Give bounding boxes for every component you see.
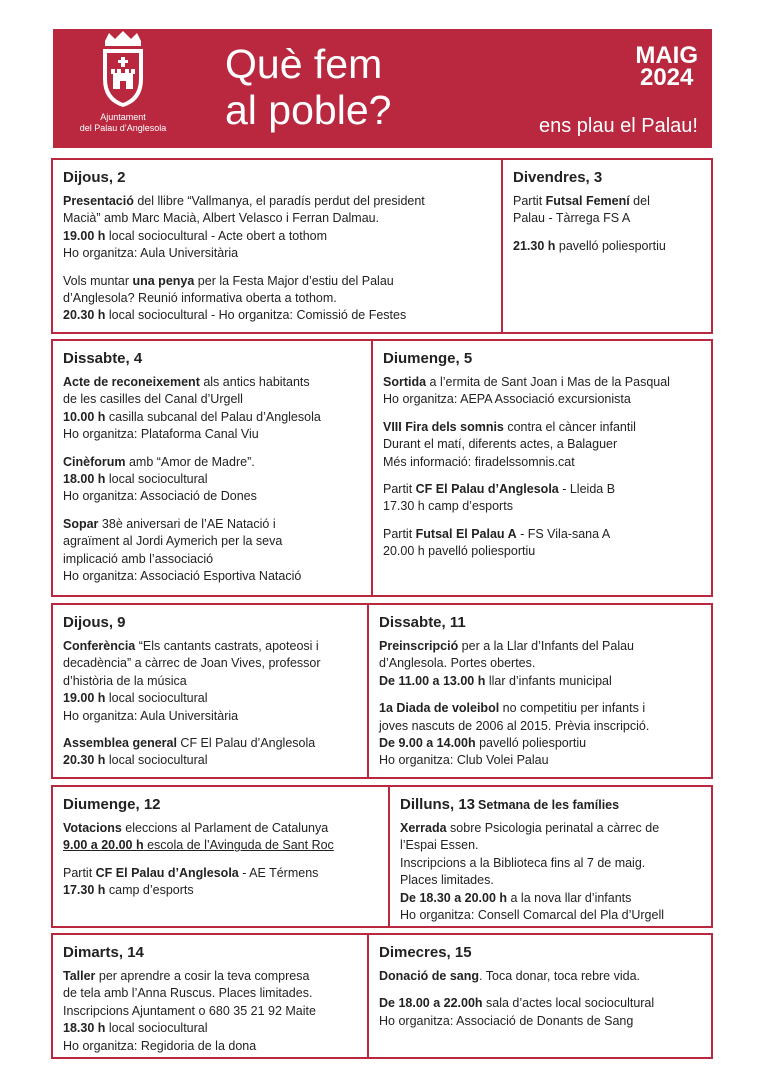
event-text: 19.00 h (63, 228, 106, 243)
event-sopar (63, 516, 361, 586)
event-line: 17.30 h camp d’esports (383, 499, 513, 514)
event-line (513, 238, 701, 255)
event-text: als antics habitants (199, 375, 310, 389)
event-text: . Toca donar, toca rebre vida. (479, 969, 641, 983)
day-box-dissabte-4 (51, 339, 373, 597)
event-line: joves nascuts de 2006 al 2015. Prèvia inscripció. (379, 718, 650, 733)
event-text: VIII Fira dels somnis (383, 419, 504, 434)
event-line: Ho organitza: Consell Comarcal del Pla d’Urgell (400, 908, 665, 923)
event-text: Cinèforum (63, 454, 126, 469)
event-text: 20.30 h (63, 308, 106, 323)
event-text: CF El Palau d’Anglesola (95, 865, 239, 880)
event-line (63, 471, 361, 488)
event-line (379, 638, 701, 655)
month-year (635, 42, 698, 91)
day-title: Diumenge, 12 (63, 796, 161, 813)
event-sortida (383, 374, 701, 409)
event-text: camp d’esports (105, 883, 194, 898)
event-line: Places limitades. (400, 873, 494, 888)
event-line: d’Anglesola? Reunió informativa oberta a tothom. (63, 291, 337, 306)
day-box-diumenge-12 (51, 785, 390, 928)
event-xerrada (400, 820, 701, 924)
event-line (379, 735, 701, 752)
event-text: una penya (132, 273, 195, 288)
day-title: Dimecres, 15 (379, 944, 472, 961)
event-text: 1a Diada de voleibol (379, 701, 500, 716)
event-text: per aprendre a cosir la teva compresa (95, 969, 310, 983)
event-preinscripcio (379, 638, 701, 690)
event-line (63, 307, 491, 324)
event-text: Futsal Femení (545, 194, 630, 208)
event-line (63, 516, 361, 533)
event-line (63, 1020, 357, 1037)
event-line (63, 882, 378, 899)
event-cineforum (63, 454, 361, 506)
event-text: amb “Amor de Madre”. (125, 454, 255, 469)
event-text: del (629, 194, 650, 208)
event-text: contra el càncer infantil (503, 419, 636, 434)
day-box-dimecres-15 (367, 933, 713, 1059)
event-text: De 18.00 a 22.00h (379, 996, 483, 1011)
event-line: Ho organitza: Associació de Dones (63, 489, 257, 504)
event-text: Sortida (383, 375, 427, 389)
event-text: 38è aniversari de l’AE Natació i (98, 516, 276, 531)
event-text: local sociocultural (105, 753, 208, 768)
event-conferencia (63, 638, 357, 725)
event-line: Ho organitza: Plataforma Canal Viu (63, 427, 259, 442)
event-text: eleccions al Parlament de Catalunya (121, 821, 329, 835)
event-text: “Els cantants castrats, apoteosi i (135, 639, 319, 653)
event-line (379, 700, 701, 717)
event-text: 21.30 h (513, 238, 556, 253)
event-text: local sociocultural (105, 472, 208, 487)
event-taller (63, 968, 357, 1055)
event-futsal-femeni (513, 193, 701, 228)
event-line: de tela amb l’Anna Ruscus. Places limitades. (63, 986, 313, 1001)
event-line: Inscripcions a la Biblioteca fins al 7 de maig. (400, 855, 646, 870)
event-line (63, 193, 491, 210)
event-line: l’Espai Essen. (400, 838, 479, 853)
event-text: per a la Llar d’Infants del Palau (458, 639, 635, 653)
day-title: Dilluns, 13 Setmana de les famílies (400, 796, 620, 813)
event-line: d’Anglesola. Portes obertes. (379, 656, 536, 671)
event-line: Ho organitza: Regidoria de la dona (63, 1038, 257, 1053)
title-line-2: al poble? (225, 87, 392, 133)
event-donacio-sang (379, 968, 701, 985)
event-line: decadència” a càrrec de Joan Vives, professor (63, 656, 321, 671)
event-text: 18.30 h (63, 1021, 106, 1036)
event-text: Donació de sang (379, 969, 480, 983)
event-line: 20.00 h pavelló poliesportiu (383, 544, 536, 559)
event-text: per la Festa Major d’estiu del Palau (194, 273, 394, 288)
row-2 (51, 339, 713, 597)
event-text: Presentació (63, 194, 134, 208)
event-line (63, 820, 378, 837)
event-line: Ho organitza: AEPA Associació excursionista (383, 392, 631, 407)
event-line: Palau - Tàrrega FS A (513, 211, 631, 226)
event-text: escola de l’Avinguda de Sant Roc (143, 838, 334, 853)
event-text: 19.00 h (63, 691, 106, 706)
event-voleibol (379, 700, 701, 770)
year: 2024 (639, 64, 694, 91)
event-line (63, 454, 361, 471)
event-donacio-time (379, 995, 701, 1030)
event-text: Taller (63, 969, 96, 983)
event-text: pavelló poliesportiu (475, 736, 587, 751)
event-line (63, 837, 378, 854)
event-partit-futsal (383, 526, 701, 561)
event-text: Conferència (63, 639, 136, 653)
event-text: Partit (513, 194, 546, 208)
event-line: implicació amb l’associació (63, 551, 214, 566)
event-text: Assemblea general (63, 736, 177, 751)
event-text: 18.00 h (63, 472, 106, 487)
event-text: local sociocultural - Ho organitza: Comissió de Festes (105, 308, 407, 323)
day-title: Dissabte, 4 (63, 350, 143, 367)
event-assemblea (63, 735, 357, 770)
slogan: ens plau el Palau! (538, 115, 698, 137)
event-text: llar d’infants municipal (485, 673, 612, 688)
event-text: local sociocultural (105, 691, 208, 706)
event-text: Vols muntar (63, 273, 133, 288)
event-text: Futsal El Palau A (415, 526, 517, 541)
event-text: De 11.00 a 13.00 h (379, 673, 486, 688)
event-line: Ho organitza: Aula Universitària (63, 246, 239, 261)
event-line: Ho organitza: Club Volei Palau (379, 753, 549, 768)
day-box-dilluns-13 (388, 785, 713, 928)
event-text: De 9.00 a 14.00h (379, 736, 476, 751)
event-reconeixement (63, 374, 361, 444)
day-title: Divendres, 3 (513, 169, 603, 186)
row-5 (51, 933, 713, 1059)
event-line (383, 526, 701, 543)
event-line: Durant el matí, diferents actes, a Balaguer (383, 437, 618, 452)
event-text: casilla subcanal del Palau d’Anglesola (105, 409, 321, 424)
event-line: agraïment al Jordi Aymerich per la seva (63, 534, 283, 549)
day-title: Dimarts, 14 (63, 944, 144, 961)
event-line: Més informació: firadelssomnis.cat (383, 454, 575, 469)
event-line: d’història de la música (63, 673, 187, 688)
event-text: local sociocultural (105, 1021, 208, 1036)
event-text: Votacions (63, 821, 122, 835)
day-box-dissabte-11 (367, 603, 713, 779)
event-line (63, 374, 361, 391)
coat-of-arms-icon (53, 29, 193, 111)
event-line (63, 735, 357, 752)
day-box-dijous-9 (51, 603, 369, 779)
day-box-dimarts-14 (51, 933, 369, 1059)
event-line: Ho organitza: Aula Universitària (63, 708, 239, 723)
event-text: no competitiu per infants i (499, 701, 646, 716)
logo-line-1: Ajuntament (100, 112, 146, 122)
event-line (63, 273, 491, 290)
event-line (63, 968, 357, 985)
event-text: sala d’actes local sociocultural (482, 996, 655, 1011)
event-line (379, 673, 701, 690)
title-line-1: Què fem (225, 41, 383, 87)
event-text: - Lleida B (558, 482, 616, 497)
event-text: 10.00 h (63, 409, 106, 424)
event-text: - FS Vila-sana A (516, 526, 611, 541)
event-text: a l’ermita de Sant Joan i Mas de la Pasqual (426, 375, 670, 389)
day-title: Dissabte, 11 (379, 614, 466, 631)
event-text: CF El Palau d’Anglesola (415, 482, 559, 497)
event-text: - AE Térmens (238, 865, 319, 880)
event-text: CF El Palau d’Anglesola (176, 736, 316, 751)
row-3 (51, 603, 713, 779)
event-line (379, 995, 701, 1012)
event-text: 17.30 h (63, 883, 106, 898)
event-text: Xerrada (400, 821, 447, 835)
day-title: Diumenge, 5 (383, 350, 473, 367)
day-box-diumenge-5 (371, 339, 713, 597)
event-line (383, 481, 701, 498)
day-box-divendres-3 (501, 158, 713, 334)
event-text: pavelló poliesportiu (555, 238, 666, 253)
day-title: Dijous, 9 (63, 614, 126, 631)
event-line (400, 820, 701, 837)
logo-line-2: del Palau d’Anglesola (79, 123, 167, 133)
event-line: Macià” amb Marc Macià, Albert Velasco i Ferran Dalmau. (63, 211, 380, 226)
event-text: 9.00 a 20.00 h (63, 838, 144, 853)
town-logo (53, 29, 193, 148)
event-text: local sociocultural - Acte obert a tothom (105, 228, 328, 243)
event-line (383, 374, 701, 391)
page-title (225, 41, 391, 133)
event-text: De 18.30 a 20.00 h (400, 890, 508, 905)
event-penya (63, 273, 491, 325)
event-text: Partit (63, 865, 96, 880)
event-line: de les casilles del Canal d’Urgell (63, 392, 243, 407)
event-text: 20.30 h (63, 753, 106, 768)
event-line (400, 890, 701, 907)
header-banner (53, 29, 712, 148)
event-text: Acte de reconeixement (63, 375, 200, 389)
event-line (63, 638, 357, 655)
event-partit-cf (383, 481, 701, 516)
event-text: a la nova llar d’infants (507, 890, 632, 905)
event-line: Inscripcions Ajuntament o 680 35 21 92 Maite (63, 1003, 316, 1018)
month: MAIG (635, 42, 698, 69)
event-line (63, 690, 357, 707)
event-line: Ho organitza: Associació Esportiva Natació (63, 569, 302, 584)
day-box-dijous-2 (51, 158, 503, 334)
event-fira-somnis (383, 419, 701, 471)
row-4 (51, 785, 713, 928)
event-line: Ho organitza: Associació de Donants de Sang (379, 1013, 634, 1028)
row-1 (51, 158, 713, 334)
event-line (63, 409, 361, 426)
event-text: Sopar (63, 516, 99, 531)
day-subtitle: Setmana de les famílies (478, 798, 620, 812)
event-text: Partit (383, 526, 416, 541)
event-line (63, 752, 357, 769)
event-partit-termens (63, 865, 378, 900)
event-text: sobre Psicologia perinatal a càrrec de (446, 821, 660, 835)
event-text: del llibre “Vallmanya, el paradís perdut del president (133, 194, 425, 208)
event-text: Preinscripció (379, 639, 459, 653)
event-line (513, 193, 701, 210)
day-title: Dijous, 2 (63, 169, 126, 186)
event-presentacio (63, 193, 491, 263)
event-futsal-time (513, 238, 701, 255)
event-line (383, 419, 701, 436)
event-line (63, 865, 378, 882)
event-line (379, 968, 701, 985)
event-votacions (63, 820, 378, 855)
event-line (63, 228, 491, 245)
event-text: Partit (383, 482, 416, 497)
